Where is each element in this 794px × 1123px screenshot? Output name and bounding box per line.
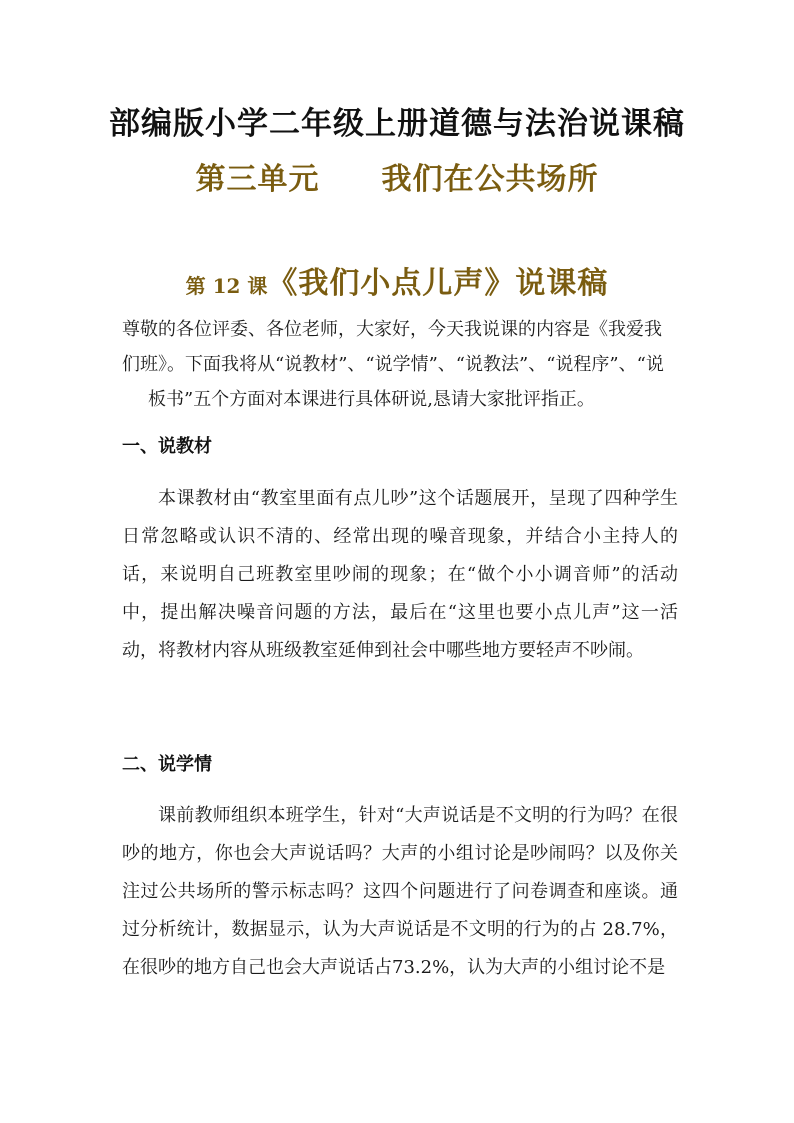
- unit-heading: [0, 154, 794, 198]
- document-title: 部编版小学二年级上册道德与法治说课稿: [109, 106, 685, 142]
- section-paragraph-textbook: 本课教材由“教室里面有点儿吵”这个话题展开，呈现了四种学生日常忽略或认识不清的、经常出现的噪音现象，并结合小主持人的话，来说明自己班教室里吵闹的现象；在“做个小小调音师”的活动中，提出解决噪音问题的方法，最后在“这里也要小点儿声”这一活动，将教材内容从班级教室延伸到社会中哪些地方要轻声不吵闹。: [122, 488, 678, 661]
- intro-line: 们班》。下面我将从“说教材”、“说学情”、“说教法”、“说程序”、“说: [122, 354, 664, 375]
- section-heading-textbook: 一、说教材: [122, 436, 212, 457]
- section-heading-students: 二、说学情: [122, 754, 212, 775]
- section-paragraph-students: 课前教师组织本班学生，针对“大声说话是不文明的行为吗？在很吵的地方，你也会大声说话吗？大声的小组讨论是吵闹吗？以及你关注过公共场所的警示标志吗？这四个问题进行了问卷调查和座谈。通过分析统计，数据显示，认为大声说话是不文明的行为的占 28.7%，在很吵的地方自己也会大声说话占73.2%，认为大声的小组讨论不是: [122, 805, 678, 978]
- intro-line: 板书”五个方面对本课进行具体研说,恳请大家批评指正。: [148, 389, 595, 410]
- lesson-title: 《我们小点儿声》说课稿: [267, 266, 609, 301]
- intro-line: 尊敬的各位评委、各位老师，大家好，今天我说课的内容是《我爱我: [122, 319, 662, 340]
- lesson-heading: [0, 258, 794, 302]
- lesson-number: 第 12 课: [185, 274, 268, 298]
- unit-topic: 我们在公共场所: [381, 162, 599, 197]
- intro-paragraph: [122, 312, 682, 417]
- unit-label: 第三单元: [195, 162, 320, 197]
